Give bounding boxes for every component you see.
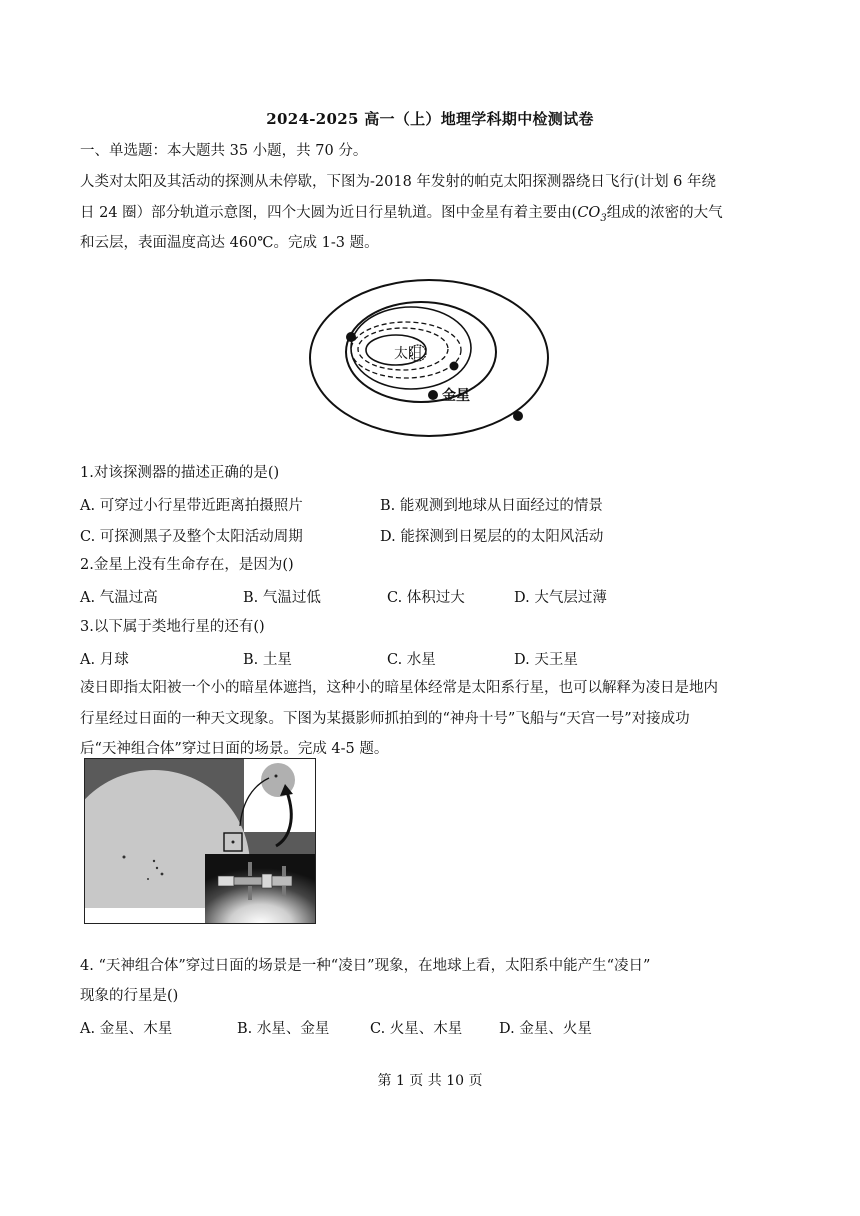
photo-bottom-strip (84, 908, 205, 924)
question-4-option-d: D. 金星、火星 (499, 1021, 592, 1037)
passage1-line2-after: 组成的浓密的大气 (606, 205, 723, 221)
passage2-line3: 后“天神组合体”穿过日面的场景。完成 4-5 题。 (80, 741, 389, 757)
question-1-option-a: A. 可穿过小行星带近距离拍摄照片 (80, 498, 303, 514)
formula-subscript: 3 (600, 212, 607, 224)
zoom-box-dot (232, 841, 235, 844)
question-2-option-a: A. 气温过高 (80, 590, 158, 606)
exam-title: 2024-2025 高一（上）地理学科期中检测试卷 (266, 110, 594, 128)
passage2-line1: 凌日即指太阳被一个小的暗星体遮挡，这种小的暗星体经常是太阳系行星，也可以解释为凌日是地内 (80, 680, 718, 696)
question-4-option-c: C. 火星、木星 (370, 1021, 463, 1037)
passage1-line2-before: 日 24 圈）部分轨道示意图，四个大圆为近日行星轨道。图中金星有着主要由( (80, 205, 578, 221)
question-3-option-b: B. 土星 (243, 652, 292, 668)
passage1-line3: 和云层，表面温度高达 460℃。完成 1-3 题。 (80, 235, 379, 251)
question-4-option-a: A. 金星、木星 (80, 1021, 173, 1037)
question-2-option-d: D. 大气层过薄 (514, 590, 607, 606)
venus-label: 金星 (442, 388, 470, 404)
question-1-option-b: B. 能观测到地球从日面经过的情景 (380, 498, 603, 514)
sun-label: 太阳 (394, 346, 422, 362)
question-1-option-d: D. 能探测到日冕层的的太阳风活动 (380, 529, 604, 545)
page-footer: 第 1 页 共 10 页 (377, 1073, 483, 1089)
question-2-option-c: C. 体积过大 (387, 590, 465, 606)
question-3-option-c: C. 水星 (387, 652, 436, 668)
venus-planet-icon (428, 390, 438, 400)
question-3-stem: 3.以下属于类地行星的还有() (80, 619, 265, 635)
question-3-option-d: D. 天王星 (514, 652, 578, 668)
question-2-stem: 2.金星上没有生命存在，是因为() (80, 557, 294, 573)
planet-dot-inner (450, 362, 459, 371)
planet-dot-outer (513, 411, 523, 421)
question-3-option-a: A. 月球 (80, 652, 129, 668)
passage2-line2: 行星经过日面的一种天文现象。下图为某摄影师抓拍到的“神舟十号”飞船与“天宫一号”对接成功 (80, 711, 690, 727)
section-header: 一、单选题：本大题共 35 小题，共 70 分。 (80, 143, 368, 159)
formula-main: CO (577, 205, 601, 221)
spacecraft-inset (205, 854, 316, 924)
question-1-stem: 1.对该探测器的描述正确的是() (80, 465, 280, 481)
question-1-option-c: C. 可探测黑子及整个太阳活动周期 (80, 529, 303, 545)
chemical-formula (577, 205, 607, 224)
question-4-option-b: B. 水星、金星 (237, 1021, 330, 1037)
question-2-option-b: B. 气温过低 (243, 590, 321, 606)
planet-dot-left (346, 332, 356, 342)
orbit-diagram (308, 276, 552, 444)
inset-transit-dot (275, 775, 278, 778)
question-4-stem-line1: 4. “天神组合体”穿过日面的场景是一种“凌日”现象，在地球上看，太阳系中能产生“凌日” (80, 958, 651, 974)
transit-photo (84, 758, 316, 924)
passage1-line2 (80, 203, 723, 229)
question-4-stem-line2: 现象的行星是() (80, 988, 179, 1004)
passage1-line1: 人类对太阳及其活动的探测从未停歇，下图为-2018 年发射的帕克太阳探测器绕日飞行(计划 6 年绕 (80, 174, 717, 190)
